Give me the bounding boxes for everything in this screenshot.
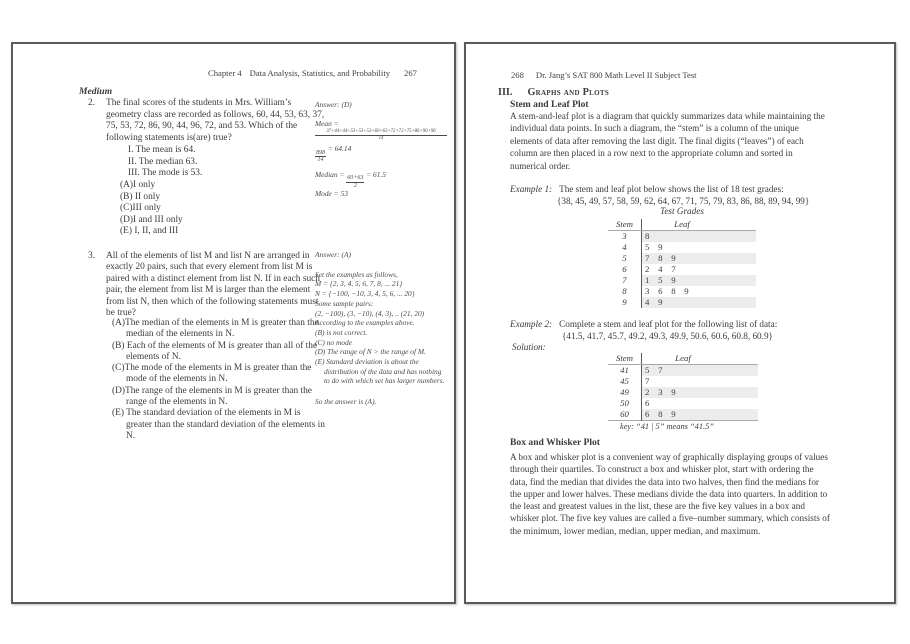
mean-label: Mean = <box>315 118 339 128</box>
explanation-line: Some sample pairs: <box>315 298 374 308</box>
box-whisker-body: A box and whisker plot is a convenient way of graphically displaying groups of values through their quartiles. To construct a box and whisker plot, start with ordering the data, find the median that divides the data into two halves, then find the medians for the upper and lower halves. These medians divide the data into quarters. In addition to the least and greatest values in the list, these are the five key values in a box and whisker plot. The five key values are called a five–number summary, which consists of the minimum, lower median, median, upper median, and maximum. <box>510 452 830 536</box>
question-2-text: The final scores of the students in Mrs. William’s geometry class are recorded as follows, 60, 44, 53, 63, 37, 75, 53, 72, 86, 90, 44, 96, 72, and 53. Which of the following statements is(are) true? <box>106 98 325 143</box>
table-key: key: “41 | 5” means “41.5” <box>620 422 714 431</box>
answer-label: Answer: (D) <box>315 100 352 109</box>
example-2-line <box>510 319 777 329</box>
chapter-title: Data Analysis, Statistics, and Probability <box>249 68 391 78</box>
leaf-header: Leaf <box>675 353 691 363</box>
stem-header: Stem <box>615 353 634 363</box>
explanation-line: N = {−100, −10, 3, 4, 5, 6, ... 20} <box>315 289 415 299</box>
example-2-text: Complete a stem and leaf plot for the following list of data: <box>559 319 778 329</box>
explanation-line: M = {2, 3, 4, 5, 6, 7, 8, ... 21} <box>315 279 403 289</box>
table-row: 4 5 9 <box>622 242 663 252</box>
example-1-text: The stem and leaf plot below shows the list of 18 test grades: <box>559 184 784 194</box>
stem-leaf-table-2 <box>608 353 758 431</box>
table-row: 3 8 <box>608 231 756 242</box>
table-header <box>608 219 756 231</box>
example-1-label: Example 1: <box>510 184 553 194</box>
answer-conclusion: So the answer is (A). <box>315 397 377 407</box>
left-page-header <box>208 68 417 78</box>
table-row: 9 4 9 <box>608 297 756 308</box>
choice-e: (E) The standard deviation of the elements in M is greater than the standard deviation of the elements in N. <box>112 408 325 441</box>
question-2-number: 2. <box>88 98 96 108</box>
mean-result: $\frac{898}{14}$ = 64.14 <box>316 144 352 163</box>
explanation-line: (B) is not correct. <box>315 327 368 337</box>
mean-fraction <box>315 129 447 141</box>
answer-label: Answer: (A) <box>315 250 351 259</box>
table-row: 6 2 4 7 <box>622 264 676 274</box>
example-2-label: Example 2: <box>510 319 553 329</box>
choice-d: (D)The range of the elements in M is greater than the range of the elements in N. <box>112 385 312 408</box>
choice-c: (C)The mode of the elements in M is greater than the mode of the elements in N. <box>112 363 312 385</box>
table-row: 49 2 3 9 <box>608 387 758 398</box>
question-3-choices <box>112 318 325 442</box>
choice-b: (B) Each of the elements of M is greater than all of the elements of N. <box>112 340 318 362</box>
difficulty-label: Medium <box>79 86 113 97</box>
table-row: 60 6 8 9 <box>608 409 758 421</box>
statement-i: I. The mean is 64. <box>128 145 196 155</box>
choice-e: (E) I, II, and III <box>120 226 179 237</box>
leaf-header: Leaf <box>674 219 690 229</box>
table <box>608 219 756 308</box>
table-title: Test Grades <box>660 206 704 216</box>
question-3-text: All of the elements of list M and list N are arranged in exactly 20 pairs, such that every element from list M is paired with a distinct element from list N. If in each such pair, the element from list M is larger than the element from list N, then which of the following statements must be true? <box>106 251 320 319</box>
explanation-line: (E) Standard deviation is about the distribution of the data and has nothing to do with which set has larger numbers. <box>315 357 445 386</box>
solution-label: Solution: <box>512 342 546 352</box>
stem-leaf-table-1 <box>608 206 756 308</box>
book-title: Dr. Jang’s SAT 800 Math Level II Subject Test <box>535 70 697 80</box>
left-page <box>11 42 456 604</box>
table-row: 7 1 5 9 <box>608 275 756 286</box>
table-row: 41 5 7 <box>608 365 758 376</box>
choice-a: (A)I only <box>120 180 156 190</box>
example-1-line <box>510 184 784 194</box>
choice-c: (C)III only <box>120 203 161 214</box>
question-2-choices <box>120 180 183 238</box>
table-row: 45 7 <box>620 376 650 386</box>
choice-b: (B) II only <box>120 191 161 202</box>
section-heading <box>498 87 609 98</box>
median-result: Median = $\frac{60+63}{2}$ = 61.5 <box>315 170 386 189</box>
explanation-line: Set the examples as follows, <box>315 269 398 279</box>
table-header <box>608 353 758 365</box>
example-1-data-list: {38, 45, 49, 57, 58, 59, 62, 64, 67, 71, 75, 79, 83, 86, 88, 89, 94, 99} <box>557 196 810 206</box>
table-row: 50 6 <box>620 398 650 408</box>
question-3-number: 3. <box>88 251 96 261</box>
stem-leaf-heading: Stem and Leaf Plot <box>510 99 589 110</box>
right-page-header <box>511 70 697 80</box>
table-row: 5 7 8 9 <box>608 253 756 264</box>
statement-ii: II. The median 63. <box>128 156 198 167</box>
stem-leaf-divider <box>641 219 642 308</box>
table-row: 8 3 6 8 9 <box>622 286 689 296</box>
explanation-line: (C) no mode <box>315 337 352 347</box>
mean-denominator: 14 <box>378 135 384 141</box>
stem-leaf-body: A stem-and-leaf plot is a diagram that quickly summarizes data while maintaining the individual data points. In such a diagram, the “stem” is a column of the unique elements of data after removing the last digit. The final digits (“leaves”) of each column are then placed in a row next to the appropriate column and sorted in numerical order. <box>510 111 825 171</box>
box-whisker-heading: Box and Whisker Plot <box>510 437 601 448</box>
section-numeral: III. <box>498 87 513 98</box>
chapter-label: Chapter 4 <box>208 68 242 78</box>
explanation-line: (2, −100), (3, −10), (4, 3), .. (21, 20) <box>315 308 425 318</box>
table <box>608 353 758 421</box>
explanation-line: According to the examples above. <box>315 318 415 328</box>
question-3-answer <box>315 250 446 407</box>
section-title: Graphs and Plots <box>527 87 610 98</box>
page-number: 267 <box>404 68 417 78</box>
mode-result: Mode = 53 <box>315 188 348 198</box>
choice-a: (A)The median of the elements in M is greater than the median of the elements in N. <box>112 318 319 340</box>
page-number: 268 <box>511 70 524 80</box>
question-2-answer <box>315 100 452 199</box>
statement-iii: III. The mode is 53. <box>128 168 203 179</box>
choice-d: (D)I and III only <box>120 214 183 225</box>
right-page <box>464 42 896 604</box>
question-2-statements <box>128 145 202 180</box>
stem-header: Stem <box>615 219 634 229</box>
explanation-line: (D) The range of N > the range of M. <box>315 347 426 357</box>
example-2-data-list: {41.5, 41.7, 45.7, 49.2, 49.3, 49.9, 50.6, 60.6, 60.8, 60.9} <box>562 331 773 341</box>
mean-numerator: 37+44+44+53+53+53+60+63+72+72+75+86+90+96 <box>315 129 447 136</box>
